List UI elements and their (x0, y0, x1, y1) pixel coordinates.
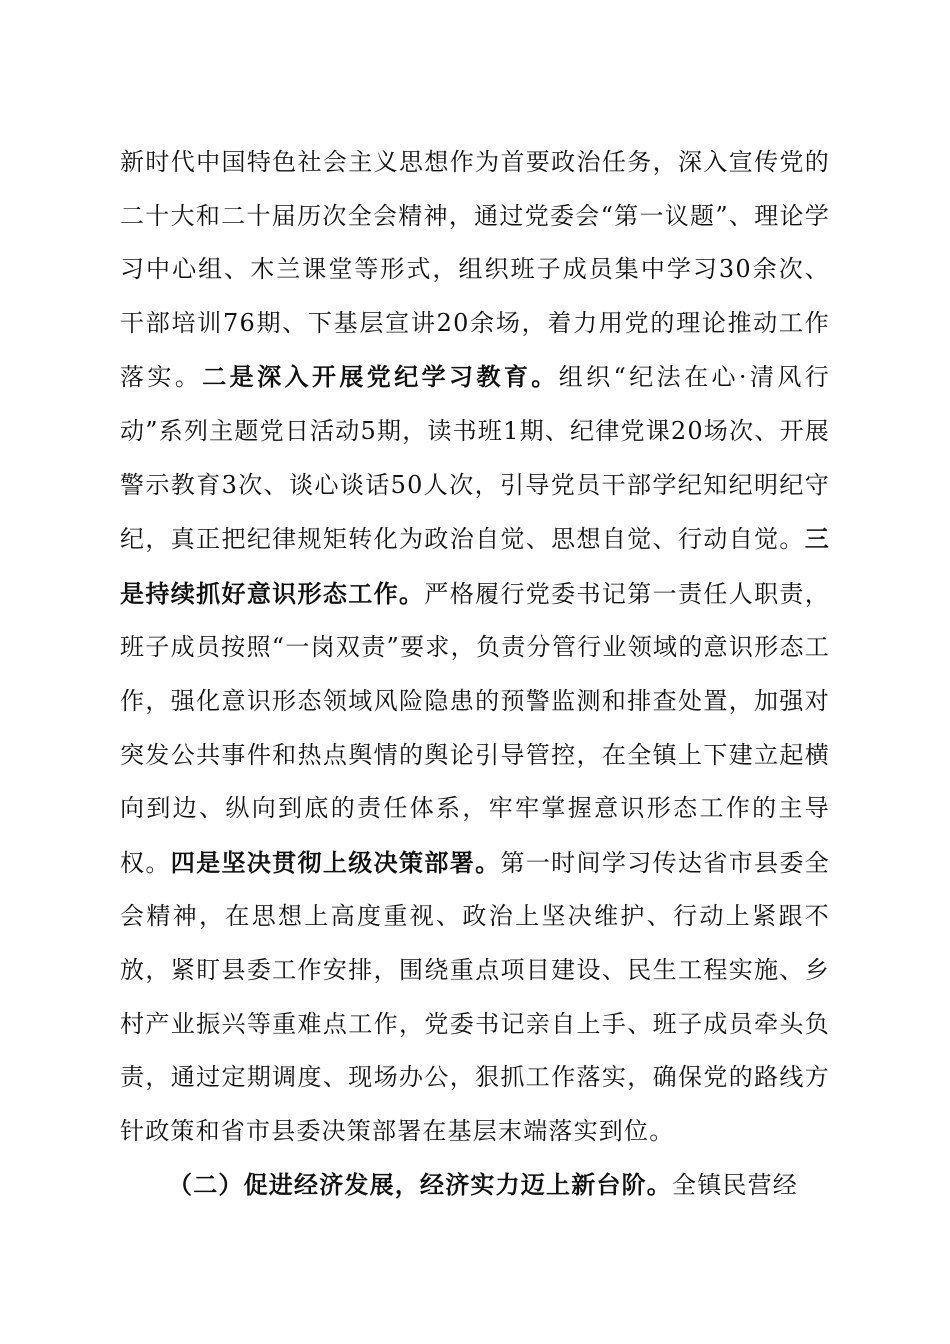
heading-run-3: 三是持续抓好意识形态工作。 (120, 524, 830, 608)
text-run: 组织“纪法在心·清风行动”系列主题党日活动5期，读书班1期、纪律党课20场次、开展警示教育3次、谈心谈话50人次，引导党员干部学纪知纪明纪守纪，真正把纪律规矩转化为政治自觉、思想自觉、行动自觉。 (120, 363, 830, 554)
paragraph-1 (120, 136, 830, 1158)
text-run: 全镇民营经 (672, 1171, 798, 1200)
document-body (120, 136, 830, 1213)
text-run: 新时代中国特色社会主义思想作为首要政治任务，深入宣传党的二十大和二十届历次全会精神，通过党委会“第一议题”、理论学习中心组、木兰课堂等形式，组织班子成员集中学习30余次、干部培训76期、下基层宣讲20余场，着力用党的理论推动工作落实。 (120, 148, 830, 392)
paragraph-2 (120, 1158, 830, 1213)
section-heading: （二）促进经济发展，经济实力迈上新台阶。 (168, 1170, 672, 1200)
text-run: 严格履行党委书记第一责任人职责，班子成员按照“一岗双责”要求，负责分管行业领域的意识形态工作，强化意识形态领域风险隐患的预警监测和排查处置，加强对突发公共事件和热点舆情的舆论引导管控，在全镇上下建立起横向到边、纵向到底的责任体系，牢牢掌握意识形态工作的主导权。 (120, 579, 830, 877)
heading-run-4: 四是坚决贯彻上级决策部署。 (170, 847, 501, 877)
heading-run-2: 二是深入开展党纪学习教育。 (202, 362, 559, 392)
text-run: 第一时间学习传达省市县委全会精神，在思想上高度重视、政治上坚决维护、行动上紧跟不放，紧盯县委工作安排，围绕重点项目建设、民生工程实施、乡村产业振兴等重难点工作，党委书记亲自上手、班子成员牵头负责，通过定期调度、现场办公，狠抓工作落实，确保党的路线方针政策和省市县委决策部署在基层末端落实到位。 (120, 848, 830, 1145)
